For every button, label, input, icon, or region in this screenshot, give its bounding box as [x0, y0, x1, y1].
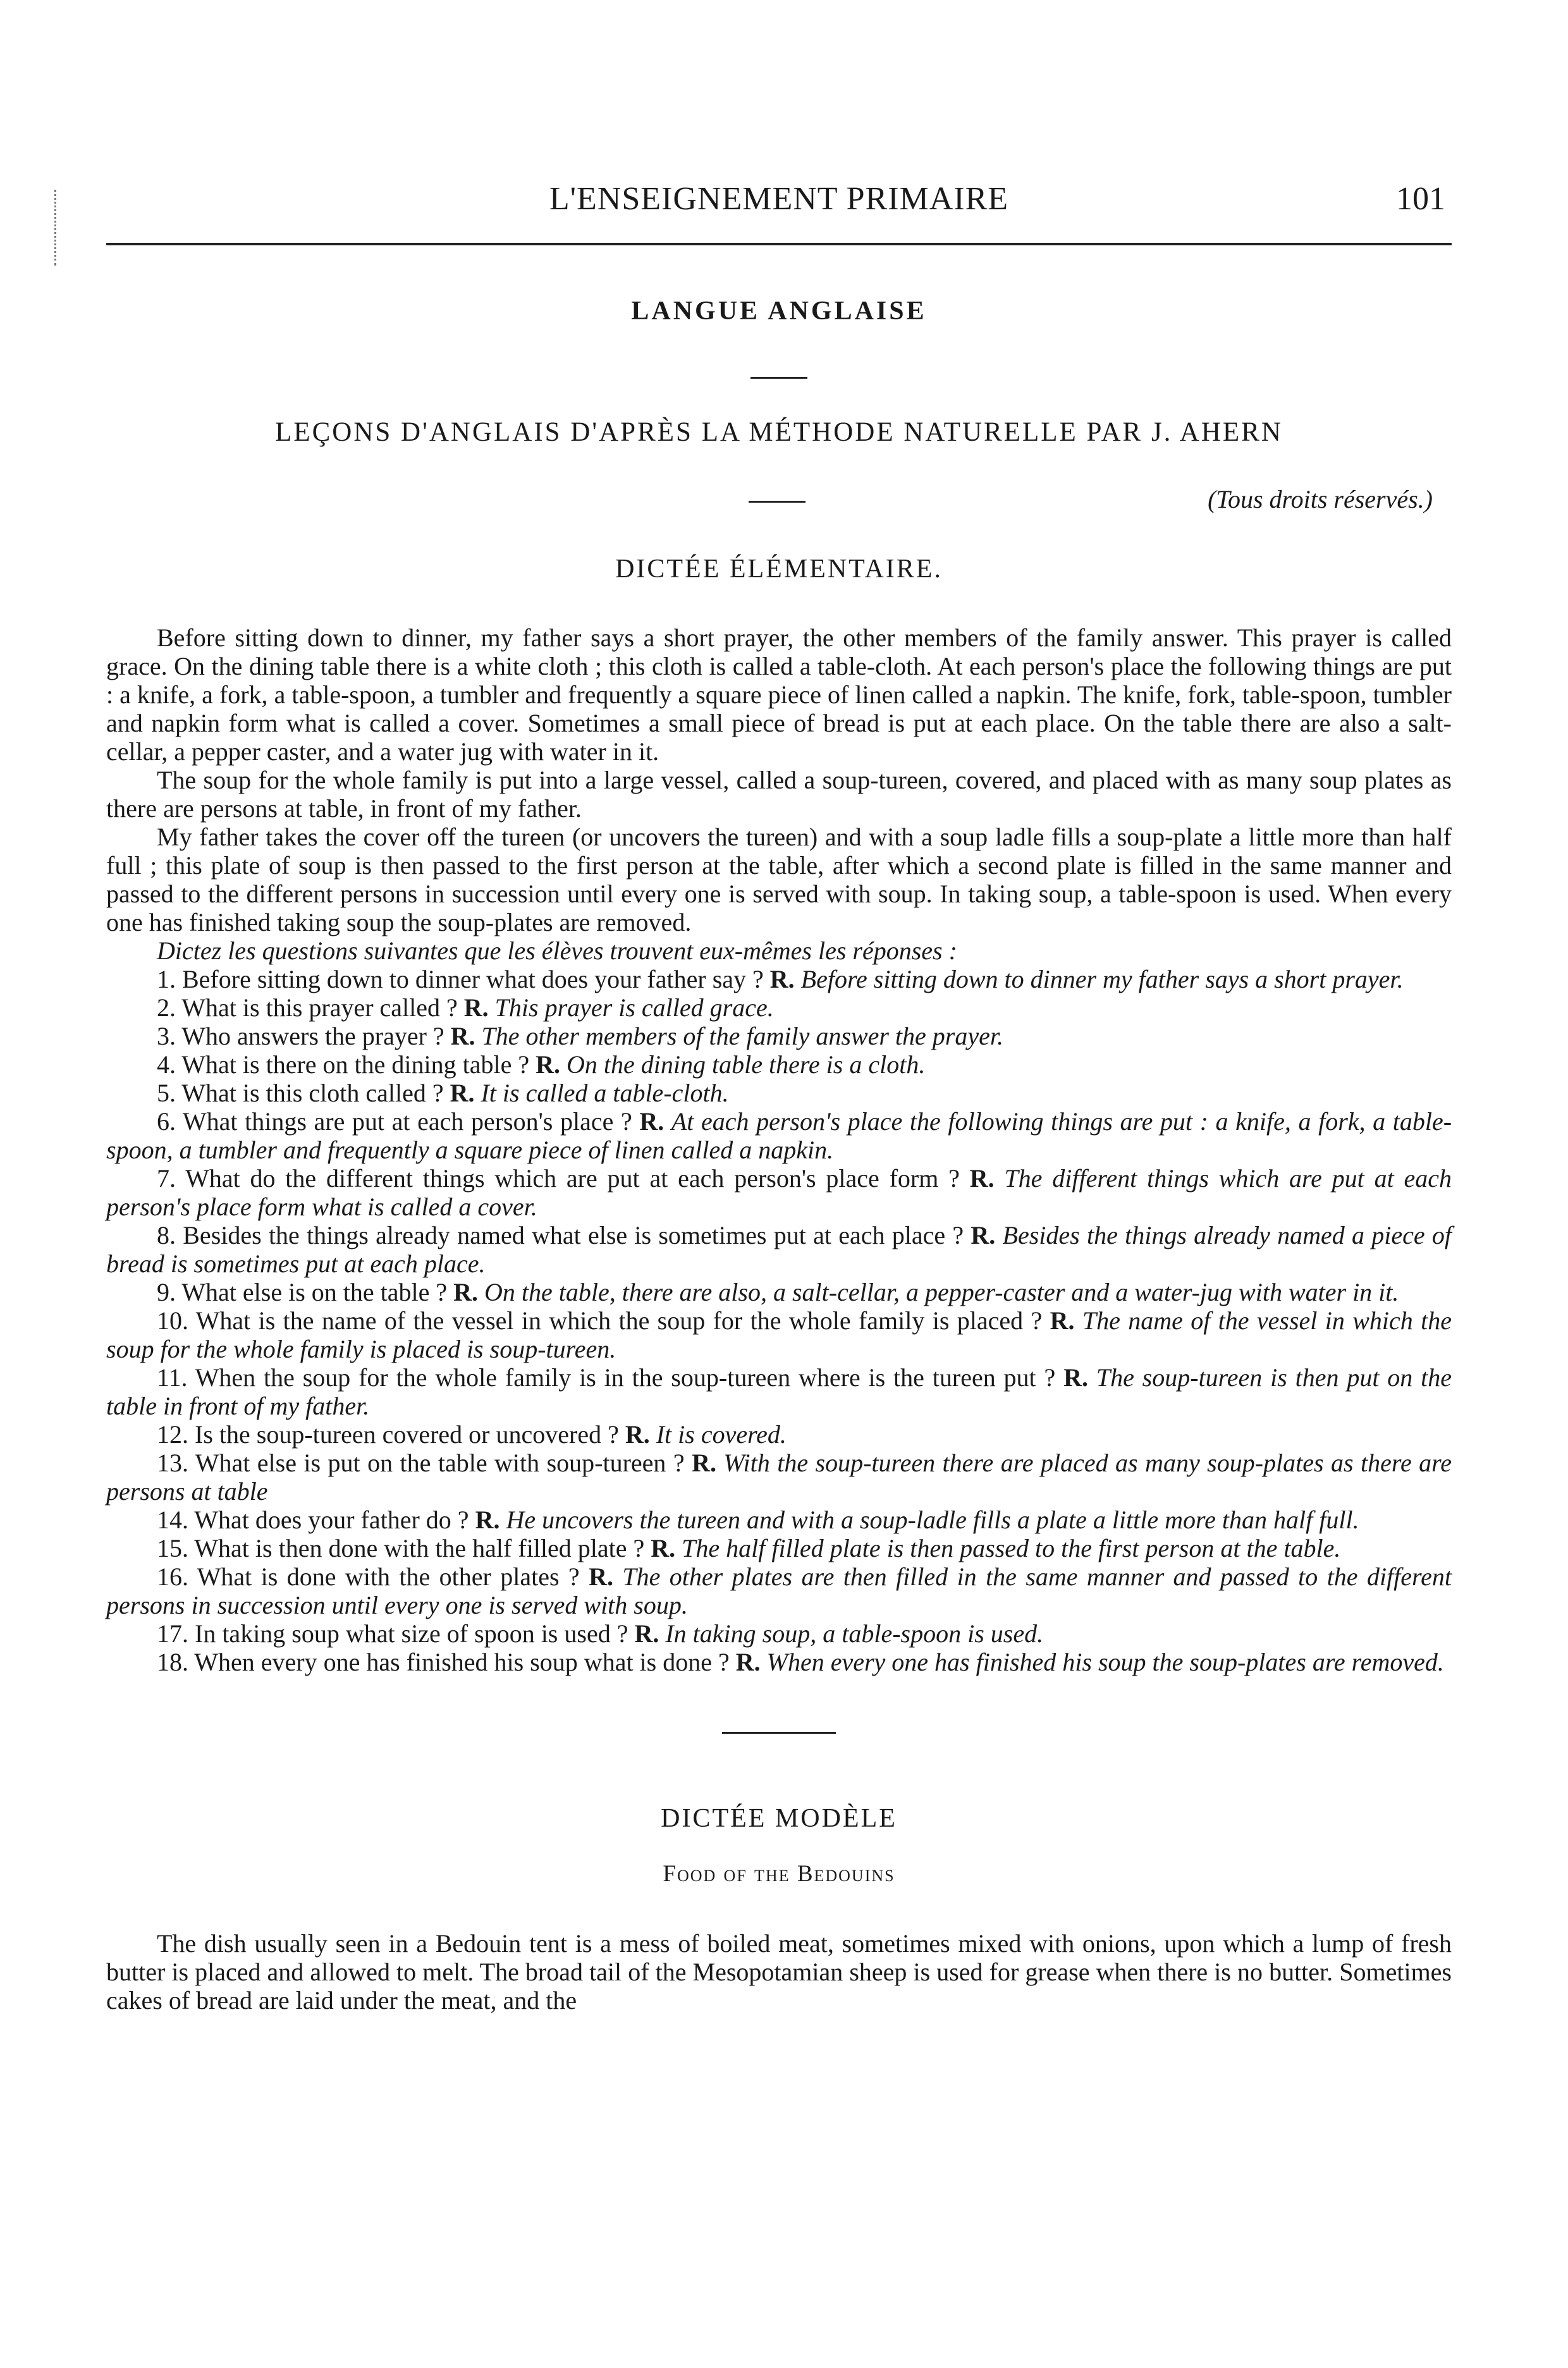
- question-text: 10. What is the name of the vessel in which the soup for the whole family is placed ?: [157, 1306, 1043, 1335]
- page-number: 101: [1396, 181, 1445, 217]
- answer-text: This prayer is called grace.: [494, 993, 774, 1022]
- lesson-subtitle: LEÇONS D'ANGLAIS D'APRÈS LA MÉTHODE NATURELLE PAR J. AHERN: [275, 417, 1283, 447]
- margin-mark: [54, 190, 59, 266]
- question-item: [106, 1221, 1452, 1278]
- question-text: 3. Who answers the prayer ?: [157, 1022, 444, 1050]
- response-marker: R.: [450, 1079, 475, 1107]
- question-item: [106, 965, 1452, 993]
- answer-text: The other plates are then filled in the same manner and passed to the different persons in succession until every one is served with soup.: [106, 1562, 1452, 1619]
- answer-text: With the soup-tureen there are placed as many soup-plates as there are persons at table: [106, 1449, 1452, 1506]
- question-item: [106, 1022, 1452, 1050]
- question-item: [106, 993, 1452, 1022]
- question-text: 7. What do the different things which are put at each person's place form ?: [157, 1164, 960, 1193]
- title-separator: [750, 377, 807, 379]
- dictation-body: [106, 623, 1452, 1676]
- response-marker: R.: [634, 1619, 659, 1648]
- question-text: 17. In taking soup what size of spoon is used ?: [157, 1619, 628, 1648]
- question-item: [106, 1050, 1452, 1079]
- answer-text: The name of the vessel in which the soup for the whole family is placed is soup-tureen.: [106, 1306, 1452, 1363]
- response-marker: R.: [589, 1562, 613, 1591]
- answer-text: At each person's place the following things are put : a knife, a fork, a table-spoon, a tumbler and frequently a square piece of linen called a napkin.: [106, 1107, 1452, 1164]
- section-title: LANGUE ANGLAISE: [631, 297, 927, 326]
- question-text: 5. What is this cloth called ?: [157, 1079, 444, 1107]
- response-marker: R.: [463, 993, 489, 1022]
- question-item: [106, 1562, 1452, 1619]
- header-rule: [106, 243, 1452, 245]
- question-item: [106, 1506, 1452, 1534]
- response-marker: R.: [536, 1050, 560, 1079]
- question-text: 13. What else is put on the table with soup-tureen ?: [157, 1449, 685, 1477]
- answer-text: It is covered.: [656, 1420, 787, 1449]
- question-text: 16. What is done with the other plates ?: [157, 1562, 580, 1591]
- response-marker: R.: [475, 1506, 500, 1534]
- answer-text: In taking soup, a table-spoon is used.: [665, 1619, 1044, 1648]
- question-item: [106, 1164, 1452, 1221]
- running-header: [106, 177, 1452, 228]
- question-text: 18. When every one has finished his soup what is done ?: [157, 1648, 730, 1676]
- model-dictation-subtitle: Food of the Bedouins: [663, 1861, 895, 1887]
- answer-text: It is called a table-cloth.: [481, 1079, 729, 1107]
- question-text: 6. What things are put at each person's place ?: [157, 1107, 632, 1136]
- response-marker: R.: [692, 1449, 716, 1477]
- response-marker: R.: [453, 1278, 479, 1306]
- question-text: 15. What is then done with the half filled plate ?: [157, 1534, 645, 1562]
- question-item: [106, 1306, 1452, 1363]
- response-marker: R.: [625, 1420, 650, 1449]
- response-marker: R.: [735, 1648, 761, 1676]
- question-text: 4. What is there on the dining table ?: [157, 1050, 530, 1079]
- question-item: [106, 1278, 1452, 1306]
- question-item: [106, 1534, 1452, 1562]
- question-item: [106, 1619, 1452, 1648]
- paragraph: The soup for the whole family is put into a large vessel, called a soup-tureen, covered, and placed with as many soup plates as there are persons at table, in front of my father.: [106, 766, 1452, 823]
- answer-text: The different things which are put at each person's place form what is called a cover.: [106, 1164, 1452, 1221]
- question-item: [106, 1079, 1452, 1107]
- question-item: [106, 1107, 1452, 1164]
- question-text: 14. What does your father do ?: [157, 1506, 469, 1534]
- question-text: 8. Besides the things already named what else is sometimes put at each place ?: [157, 1221, 964, 1249]
- page-content: [106, 177, 1452, 2015]
- paragraph: My father takes the cover off the tureen (or uncovers the tureen) and with a soup ladle fills a soup-plate a little more than half full ; this plate of soup is then passed to the first person at the table, after which a second plate is filled in the same manner and passed to the different persons in succession until every one is served with soup. In taking soup, a table-spoon is used. When every one has finished taking soup the soup-plates are removed.: [106, 823, 1452, 936]
- answer-text: On the dining table there is a cloth.: [567, 1050, 926, 1079]
- response-marker: R.: [969, 1164, 995, 1193]
- answer-text: Before sitting down to dinner my father says a short prayer.: [800, 965, 1404, 993]
- question-text: 11. When the soup for the whole family is in the soup-tureen where is the tureen put ?: [157, 1363, 1056, 1392]
- response-marker: R.: [769, 965, 795, 993]
- section-divider: [722, 1732, 836, 1734]
- answer-text: The half filled plate is then passed to the first person at the table.: [682, 1534, 1341, 1562]
- question-text: 2. What is this prayer called ?: [157, 993, 458, 1022]
- question-item: [106, 1420, 1452, 1449]
- answer-text: When every one has finished his soup the soup-plates are removed.: [766, 1648, 1444, 1676]
- question-item: [106, 1449, 1452, 1506]
- response-marker: R.: [450, 1022, 475, 1050]
- question-item: [106, 1363, 1452, 1420]
- answer-text: On the table, there are also, a salt-cellar, a pepper-caster and a water-jug with water in it.: [484, 1278, 1399, 1306]
- answer-text: Besides the things already named a piece of bread is sometimes put at each place.: [106, 1221, 1452, 1278]
- question-item: [106, 1648, 1452, 1676]
- answer-text: The other members of the family answer the prayer.: [481, 1022, 1003, 1050]
- response-marker: R.: [639, 1107, 665, 1136]
- response-marker: R.: [1063, 1363, 1088, 1392]
- question-text: 9. What else is on the table ?: [157, 1278, 448, 1306]
- response-marker: R.: [971, 1221, 996, 1249]
- question-list: [106, 965, 1452, 1676]
- dictation-title: DICTÉE ÉLÉMENTAIRE.: [615, 555, 943, 584]
- model-dictation-title: DICTÉE MODÈLE: [661, 1804, 897, 1833]
- answer-text: He uncovers the tureen and with a soup-ladle fills a plate a little more than half full.: [506, 1506, 1359, 1534]
- response-marker: R.: [651, 1534, 676, 1562]
- paragraph: Before sitting down to dinner, my father says a short prayer, the other members of the family answer. This prayer is called grace. On the dining table there is a white cloth ; this cloth is called a table-cloth. At each person's place the following things are put : a knife, a fork, a table-spoon, a tumbler and frequently a square piece of linen called a napkin. The knife, fork, table-spoon, tumbler and napkin form what is called a cover. Sometimes a small piece of bread is put at each place. On the table there are also a salt-cellar, a pepper caster, and a water jug with water in it.: [106, 623, 1452, 766]
- model-dictation-paragraph: The dish usually seen in a Bedouin tent is a mess of boiled meat, sometimes mixed with onions, upon which a lump of fresh butter is placed and allowed to melt. The broad tail of the Mesopotamian sheep is used for grease when there is no butter. Sometimes cakes of bread are laid under the meat, and the: [106, 1929, 1452, 2015]
- rights-row: [106, 484, 1452, 529]
- response-marker: R.: [1050, 1306, 1075, 1335]
- instruction: Dictez les questions suivantes que les élèves trouvent eux-mêmes les réponses :: [157, 936, 957, 965]
- subtitle-separator: [749, 501, 805, 503]
- question-text: 1. Before sitting down to dinner what does your father say ?: [157, 965, 764, 993]
- question-text: 12. Is the soup-tureen covered or uncovered ?: [157, 1420, 619, 1449]
- answer-text: The soup-tureen is then put on the table in front of my father.: [106, 1363, 1452, 1420]
- rights-notice: (Tous droits réservés.): [1208, 485, 1433, 513]
- running-title: L'ENSEIGNEMENT PRIMAIRE: [549, 181, 1009, 217]
